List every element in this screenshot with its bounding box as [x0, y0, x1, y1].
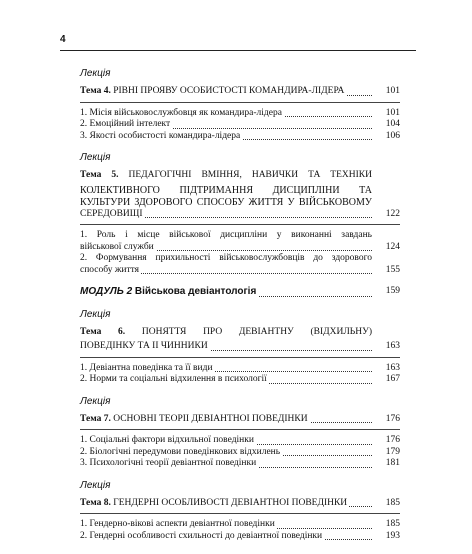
- topic-page: 101: [376, 86, 400, 98]
- topic-title: СЕРЕДОВИЩІ: [80, 208, 143, 219]
- divider: [80, 224, 400, 225]
- toc-item-text: 1. Місія військовослужбовця як командира-лідера: [80, 107, 282, 118]
- toc-section: [80, 152, 400, 276]
- topic-title-line: КОЛЕКТИВНОГО ПІДТРИМАННЯ ДИСЦИПЛІНИ ТА: [80, 184, 372, 196]
- toc-section: [80, 396, 400, 470]
- topic-title: ГЕНДЕРНІ ОСОБЛИВОСТІ ДЕВІАНТНОЇ ПОВЕДІНКИ: [113, 497, 348, 508]
- toc-section: [80, 480, 400, 543]
- toc-item-page: 181: [376, 458, 400, 470]
- toc-item-page: 179: [376, 447, 400, 459]
- table-of-contents: [80, 68, 400, 552]
- topic-title-line: КУЛЬТУРИ ЗДОРОВОГО СПОСОБУ ЖИТТЯ У ВІЙСЬКОВОМУ: [80, 196, 372, 208]
- toc-item-text: способу життя: [80, 264, 140, 275]
- toc-item[interactable]: [80, 108, 400, 120]
- topic-title: ПОВЕДІНКУ ТА ЇЇ ЧИННИКИ: [80, 341, 208, 351]
- toc-item-page: 104: [376, 119, 400, 131]
- toc-section: [80, 309, 400, 386]
- toc-item-page: 101: [376, 108, 400, 120]
- topic-number: Тема 8.: [80, 497, 111, 508]
- topic-entry[interactable]: [80, 341, 400, 353]
- topic-page: 185: [376, 498, 400, 510]
- toc-section: [80, 68, 400, 142]
- toc-item-line: 1. Роль і місце військової дисципліни у виконанні завдань: [80, 230, 372, 240]
- toc-item-text: 1. Соціальні фактори відхильної поведінки: [80, 435, 254, 445]
- topic-page: 176: [376, 414, 400, 426]
- section-label: Лекція: [80, 68, 111, 79]
- module-heading: [80, 286, 400, 299]
- toc-item[interactable]: [80, 531, 400, 543]
- toc-item-text: 1. Гендерно-вікові аспекти девіантної поведінки: [80, 519, 275, 529]
- topic-entry[interactable]: [80, 498, 400, 510]
- toc-item-text: 3. Психологічні теорії девіантної поведінки: [80, 458, 257, 468]
- topic-title-line: Тема 5. ПЕДАГОГІЧНІ ВМІННЯ, НАВИЧКИ ТА ТЕХНІКИ: [80, 170, 372, 180]
- divider: [80, 102, 400, 103]
- section-label: Лекція: [80, 152, 111, 163]
- topic-page: 163: [376, 341, 400, 353]
- toc-item-line: 2. Формування прихильності військовослужбовців до здорового: [80, 253, 372, 263]
- toc-item[interactable]: [80, 374, 400, 386]
- topic-entry[interactable]: [80, 414, 400, 426]
- toc-item[interactable]: [80, 435, 400, 447]
- topic-number: Тема 4.: [80, 86, 111, 96]
- toc-item[interactable]: [80, 519, 400, 531]
- toc-item-text: 3. Якості особистості командира-лідера: [80, 130, 241, 141]
- section-label: Лекція: [80, 395, 111, 407]
- topic-title: РІВНІ ПРОЯВУ ОСОБИСТОСТІ КОМАНДИРА-ЛІДЕРА: [113, 86, 345, 96]
- toc-item[interactable]: [80, 458, 400, 470]
- topic-title: ОСНОВНІ ТЕОРІЇ ДЕВІАНТНОЇ ПОВЕДІНКИ: [113, 413, 308, 424]
- topic-number: Тема 5.: [80, 170, 119, 180]
- module-page: 159: [376, 286, 400, 298]
- section-label: Лекція: [80, 308, 111, 320]
- topic-number: Тема 6.: [80, 326, 126, 337]
- toc-item[interactable]: [80, 131, 400, 143]
- divider: [80, 429, 400, 430]
- toc-item-page: 155: [376, 265, 400, 277]
- toc-item-page: 176: [376, 435, 400, 447]
- toc-item-page: 163: [376, 363, 400, 375]
- toc-item-text: 2. Норми та соціальні відхилення в психології: [80, 374, 267, 384]
- toc-item-page: 185: [376, 519, 400, 531]
- divider: [80, 513, 400, 514]
- page-number: 4: [60, 34, 66, 45]
- topic-page: 122: [376, 209, 400, 221]
- topic-number: Тема 7.: [80, 413, 111, 424]
- section-label: Лекція: [80, 479, 111, 491]
- topic-entry[interactable]: [80, 209, 400, 221]
- toc-item-text: 2. Гендерні особливості схильності до девіантної поведінки: [80, 530, 323, 541]
- toc-item-page: 193: [376, 531, 400, 543]
- topic-entry[interactable]: [80, 86, 400, 98]
- toc-item-page: 124: [376, 242, 400, 254]
- toc-item-page: 167: [376, 374, 400, 386]
- toc-item[interactable]: [80, 265, 400, 277]
- toc-item[interactable]: [80, 363, 400, 375]
- toc-item-text: 1. Девіантна поведінка та її види: [80, 362, 213, 373]
- header-rule: [60, 50, 416, 51]
- module-title: Військова девіантологія: [134, 286, 257, 297]
- toc-item-text: 2. Емоційний інтелект: [80, 119, 171, 129]
- toc-item[interactable]: [80, 242, 400, 254]
- topic-title-line: Тема 6. ПОНЯТТЯ ПРО ДЕВІАНТНУ (ВІДХИЛЬНУ): [80, 326, 372, 337]
- toc-item-text: 2. Біологічні передумови поведінкових відхилень: [80, 446, 281, 457]
- module-entry[interactable]: [80, 286, 400, 299]
- toc-item-page: 106: [376, 131, 400, 143]
- divider: [80, 357, 400, 358]
- toc-item[interactable]: [80, 119, 400, 131]
- toc-item[interactable]: [80, 447, 400, 459]
- module-number: МОДУЛЬ 2: [80, 286, 133, 297]
- toc-item-text: військової служби: [80, 241, 154, 252]
